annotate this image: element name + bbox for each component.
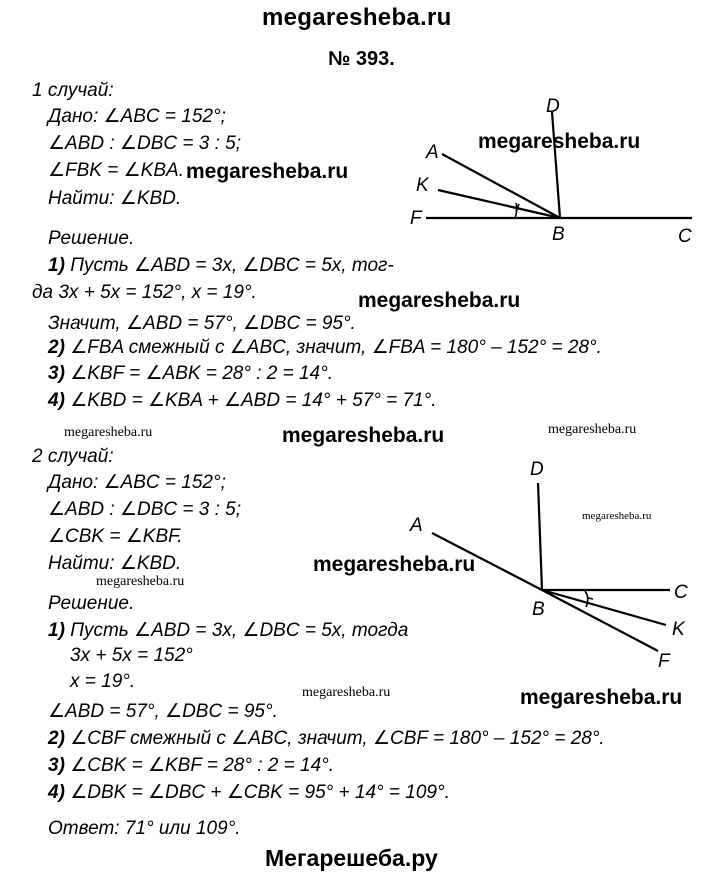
watermark: megaresheba.ru <box>478 130 641 153</box>
ray-bf <box>542 590 658 651</box>
case2-title: 2 случай: <box>32 446 114 467</box>
ray-bk <box>542 590 666 625</box>
case2-given-line1: Дано: ∠ABC = 152°; <box>48 472 226 493</box>
case2-answer: Ответ: 71° или 109°. <box>48 818 241 839</box>
watermark: megaresheba.ru <box>302 685 391 700</box>
case1-solution-label: Решение. <box>48 228 135 249</box>
label-k: K <box>672 619 685 640</box>
label-d: D <box>546 96 560 117</box>
label-k: K <box>416 175 429 196</box>
watermark: megaresheba.ru <box>313 553 476 576</box>
angle-arc <box>585 591 588 607</box>
footer-site[interactable]: Мегарешеба.ру <box>265 845 438 871</box>
label-b: B <box>532 599 545 620</box>
case2-given-line3: ∠CBK = ∠KBF. <box>48 526 183 547</box>
angle-tick <box>588 598 593 599</box>
label-f: F <box>410 208 422 229</box>
case1-step1-line1: 1) Пусть ∠ABD = 3x, ∠DBC = 5x, тог- <box>48 255 394 276</box>
case1-given-line1: Дано: ∠ABC = 152°; <box>48 106 226 127</box>
label-b: B <box>552 224 565 245</box>
case2-step1-line4: ∠ABD = 57°, ∠DBC = 95°. <box>48 701 278 722</box>
ray-bk <box>438 190 560 218</box>
case2-step4: 4) ∠DBK = ∠DBC + ∠CBK = 95° + 14° = 109°. <box>48 782 450 803</box>
watermark: megaresheba.ru <box>582 510 652 522</box>
watermark: megaresheba.ru <box>520 686 683 709</box>
watermark: megaresheba.ru <box>282 424 445 447</box>
case1-given-line3: ∠FBK = ∠KBA. <box>48 160 184 181</box>
case1-step2: 2) ∠FBA смежный с ∠ABC, значит, ∠FBA = 180° – 152° = 28°. <box>48 337 602 358</box>
label-a: A <box>426 142 439 163</box>
case2-step1-line2: 3x + 5x = 152° <box>70 645 193 666</box>
case1-step4: 4) ∠KBD = ∠KBA + ∠ABD = 14° + 57° = 71°. <box>48 390 437 411</box>
case1-figure <box>400 90 710 250</box>
problem-number: № 393. <box>328 48 395 70</box>
watermark: megaresheba.ru <box>96 574 185 589</box>
case2-step1-line1: 1) Пусть ∠ABD = 3x, ∠DBC = 5x, тогда <box>48 620 409 641</box>
watermark: megaresheba.ru <box>358 289 521 312</box>
site-title[interactable]: megaresheba.ru <box>262 4 452 31</box>
ray-bd <box>552 112 560 218</box>
label-d: D <box>530 459 544 480</box>
case1-step1-line3: Значит, ∠ABD = 57°, ∠DBC = 95°. <box>48 313 356 334</box>
case1-given-line2: ∠ABD : ∠DBC = 3 : 5; <box>48 133 241 154</box>
case2-step2: 2) ∠CBF смежный с ∠ABC, значит, ∠CBF = 180° – 152° = 28°. <box>48 728 605 749</box>
case2-given-line2: ∠ABD : ∠DBC = 3 : 5; <box>48 499 241 520</box>
case2-solution-label: Решение. <box>48 593 135 614</box>
label-c: C <box>674 582 688 603</box>
case1-title: 1 случай: <box>32 80 114 101</box>
ray-bd <box>538 483 542 590</box>
case2-step3: 3) ∠CBK = ∠KBF = 28° : 2 = 14°. <box>48 755 335 776</box>
watermark: megaresheba.ru <box>186 160 349 183</box>
label-a: A <box>410 515 423 536</box>
label-c: C <box>678 226 692 247</box>
case2-step1-line3: x = 19°. <box>70 671 136 692</box>
case1-step3: 3) ∠KBF = ∠ABK = 28° : 2 = 14°. <box>48 363 333 384</box>
case2-find: Найти: ∠KBD. <box>48 553 182 574</box>
case1-step1-line2: да 3x + 5x = 152°, x = 19°. <box>32 282 257 303</box>
case1-find: Найти: ∠KBD. <box>48 188 182 209</box>
ray-ba <box>442 154 560 218</box>
watermark: megaresheba.ru <box>548 422 637 437</box>
label-f: F <box>658 651 670 672</box>
watermark: megaresheba.ru <box>64 425 153 440</box>
